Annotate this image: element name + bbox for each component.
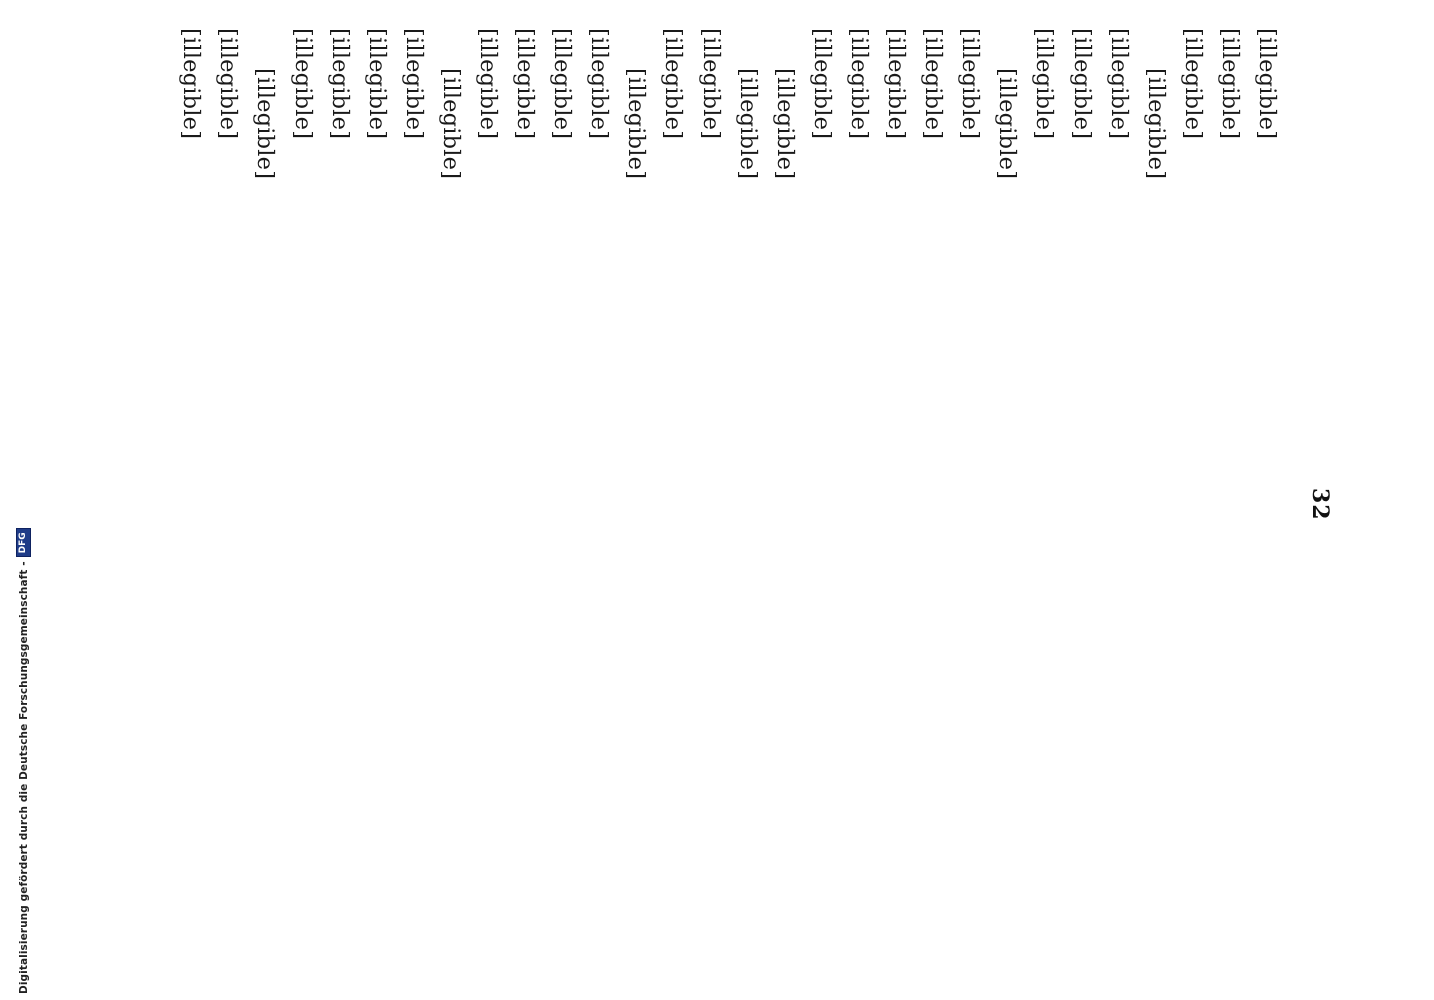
- page-number: 32: [1307, 488, 1333, 521]
- text-line: [illegible]: [883, 28, 910, 140]
- text-line: [illegible]: [252, 68, 279, 180]
- text-line: [illegible]: [178, 28, 205, 140]
- text-line: [illegible]: [512, 28, 539, 140]
- text-line: [illegible]: [1254, 28, 1280, 140]
- text-line: [illegible]: [845, 28, 872, 140]
- dfg-logo: DFG: [16, 528, 31, 557]
- text-line: [illegible]: [289, 28, 316, 140]
- rotated-page-content: [155, 28, 1333, 958]
- text-line: [illegible]: [771, 68, 798, 180]
- text-line: [illegible]: [808, 28, 835, 140]
- text-line: [illegible]: [1216, 28, 1243, 140]
- text-line: [illegible]: [1105, 28, 1132, 140]
- text-line: [illegible]: [326, 28, 353, 140]
- text-line: [illegible]: [920, 28, 947, 140]
- text-line: [illegible]: [437, 68, 464, 180]
- digitization-credit-text: Digitalisierung gefördert durch die Deutsche Forschungsgemeinschaft -: [17, 561, 30, 994]
- text-line: [illegible]: [734, 68, 761, 180]
- text-line: [illegible]: [994, 68, 1021, 180]
- text-line: [illegible]: [586, 28, 613, 140]
- text-line: [illegible]: [660, 28, 687, 140]
- body-text: [172, 28, 1285, 958]
- text-line: [illegible]: [697, 28, 724, 140]
- text-line: [illegible]: [549, 28, 576, 140]
- text-line: [illegible]: [475, 28, 502, 140]
- text-line: [illegible]: [1068, 28, 1095, 140]
- text-line: [illegible]: [400, 28, 427, 140]
- digitization-credit: [16, 528, 31, 994]
- text-line: [illegible]: [1142, 68, 1169, 180]
- text-line: [illegible]: [363, 28, 390, 140]
- text-line: [illegible]: [215, 28, 242, 140]
- text-line: [illegible]: [623, 68, 650, 180]
- text-line: [illegible]: [1179, 28, 1206, 140]
- text-line: [illegible]: [1031, 28, 1058, 140]
- text-line: [illegible]: [957, 28, 984, 140]
